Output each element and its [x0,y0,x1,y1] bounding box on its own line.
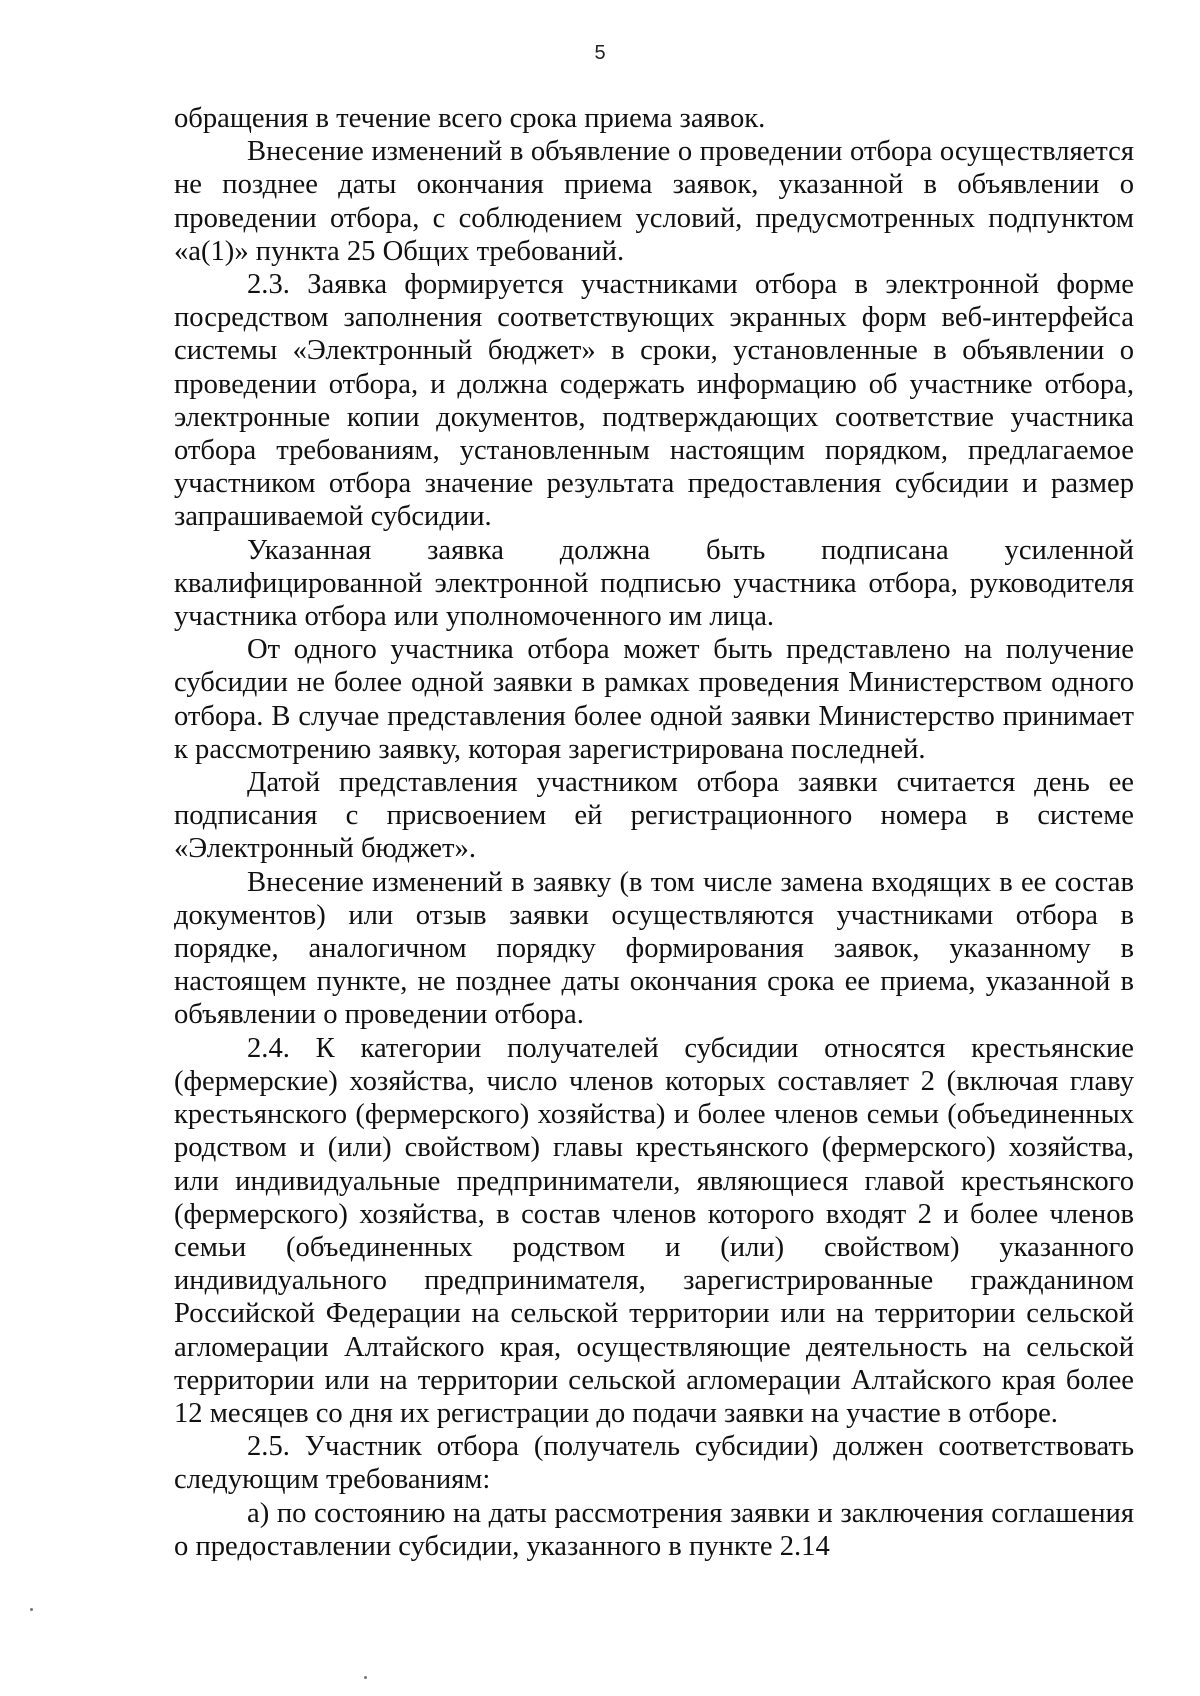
paragraph-submission-date: Датой представления участником отбора заявки считается день ее подписания с присвоением ей регистрационного номера в системе «Электронный бюджет». [174,767,1134,865]
paragraph-2-5-a: а) по состоянию на даты рассмотрения заявки и заключения соглашения о предоставлении субсидии, указанного в пункте 2.14 [174,1497,1134,1562]
scan-speck [30,1608,33,1611]
page-number: 5 [594,42,606,64]
paragraph-2-4: 2.4. К категории получателей субсидии относятся крестьянские (фермерские) хозяйства, число членов которых составляет 2 (включая главу крестьянского (фермерского) хозяйства) и более членов семьи (объединенных родством и (или) свойством) главы крестьянского (фермерского) хозяйства, или индивидуальные предприниматели, являющиеся главой крестьянского (фермерского) хозяйства, в состав членов которого входят 2 и более членов семьи (объединенных родством и (или) свойством) указанного индивидуального предпринимателя, зарегистрированные гражданином Российской Федерации на сельской территории или на территории сельской агломерации Алтайского края, осуществляющие деятельность на сельской территории или на территории сельской агломерации Алтайского края более 12 месяцев со дня их регистрации до подачи заявки на участие в отборе. [174,1032,1134,1429]
paragraph-one-application: От одного участника отбора может быть представлено на получение субсидии не более одной заявки в рамках проведения Министерством одного отбора. В случае представления более одной заявки Министерство принимает к рассмотрению заявку, которая зарегистрирована последней. [174,634,1134,765]
paragraph-continuation: обращения в течение всего срока приема заявок. [174,103,766,134]
paragraph-2-3: 2.3. Заявка формируется участниками отбора в электронной форме посредством заполнения соответствующих экранных форм веб-интерфейса системы «Электронный бюджет» в сроки, установленные в объявлении о проведении отбора, и должна содержать информацию об участнике отбора, электронные копии документов, подтверждающих соответствие участника отбора требованиям, установленным настоящим порядком, предлагаемое участником отбора значение результата предоставления субсидии и размер запрашиваемой субсидии. [174,269,1134,533]
paragraph-signature: Указанная заявка должна быть подписана усиленной квалифицированной электронной подписью участника отбора, руководителя участника отбора или уполномоченного им лица. [174,534,1134,633]
paragraph-2-5: 2.5. Участник отбора (получатель субсидии) должен соответствовать следующим требованиям: [174,1431,1134,1496]
paragraph-announcement-changes: Внесение изменений в объявление о проведении отбора осуществляется не позднее даты окончания приема заявок, указанной в объявлении о проведении отбора, с соблюдением условий, предусмотренных подпунктом «а(1)» пункта 25 Общих требований. [174,136,1134,267]
paragraph-application-changes: Внесение изменений в заявку (в том числе замена входящих в ее состав документов) или отзыв заявки осуществляются участниками отбора в порядке, аналогичном порядку формирования заявок, указанному в настоящем пункте, не позднее даты окончания срока ее приема, указанной в объявлении о проведении отбора. [174,866,1134,1031]
scan-speck [364,1676,367,1679]
document-body [174,102,1134,1563]
